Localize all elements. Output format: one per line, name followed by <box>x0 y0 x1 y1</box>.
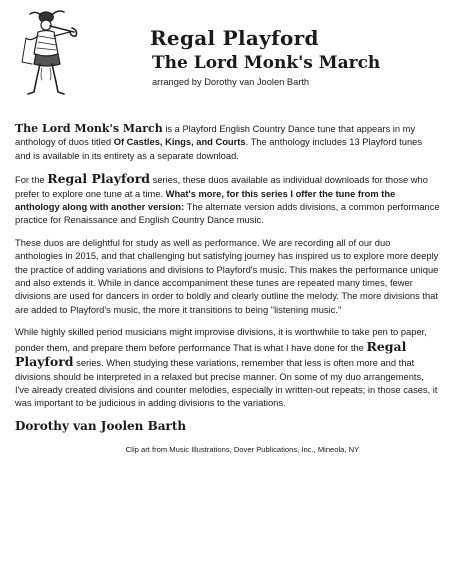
paragraph-2-text-b: series, these duos available as individual downloads for those who prefer to explore one tune at a time. <box>15 175 428 199</box>
renaissance-trumpeter-clipart <box>12 8 84 100</box>
paragraph-3: These duos are delightful for study as well as performance. We are recording all of our duo anthologies in 2015, and that challenging but satisfying journey has inspired us to explore more deeply the practice of adding variations and divisions to Playford's music. This makes the performance unique and also extends it. While in dance accompaniment these tunes are repeated many times, fewer divisions are used for dancers in order to boldly and clearly outline the melody. The more divisions that are added to Playford's music, the more it transitions to being "listening music." <box>15 237 439 315</box>
paragraph-2 <box>15 172 440 228</box>
document-body <box>15 122 440 457</box>
paragraph-1-text-a: is a Playford English Country Dance tune that appears in my anthology of duos titled <box>15 124 416 148</box>
paragraph-2-text-c: The alternate version adds divisions, a common performance practice for Renaissance and English Country Dance music. <box>15 202 440 226</box>
tune-title: The Lord Monk's March <box>152 53 381 73</box>
paragraph-1 <box>15 122 440 163</box>
clipart-credit: Clip art from Music Illustrations, Dover Publications, Inc., Mineola, NY <box>125 445 360 455</box>
document-title: Regal Playford <box>150 26 319 50</box>
arranger-line: arranged by Dorothy van Joolen Barth <box>152 77 310 87</box>
paragraph-1-text-b: . The anthology includes 13 Playford tunes and is available in its entirety as a separate download. <box>15 137 423 161</box>
paragraph-4-text-a: While highly skilled period musicians might improvise divisions, it is worthwhile to take pen to paper, ponder them, and prepare them before performance That is what I have done for the <box>15 327 427 353</box>
series-name-inline-2: Regal Playford <box>15 338 407 370</box>
paragraph-4 <box>15 326 440 410</box>
tune-name-inline: The Lord Monk's March <box>15 122 163 135</box>
paragraph-2-text-a: For the <box>15 175 48 186</box>
signature: Dorothy van Joolen Barth <box>15 418 187 433</box>
anthology-title: Of Castles, Kings, and Courts <box>113 137 246 148</box>
paragraph-2-emphasis: What's more, for this series I offer the tune from the anthology along with another version: <box>15 188 396 213</box>
paragraph-4-text-b: series. When studying these variations, remember that less is often more and that divisions should be interpreted in a relaxed but precise manner. On some of my duo arrangements, I've already created divisions and counter melodies, especially in written-out repeats; in those cases, it was important to be judicious in adding divisions to the variations. <box>15 358 438 409</box>
series-name-inline: Regal Playford <box>47 171 151 187</box>
header <box>150 26 400 88</box>
